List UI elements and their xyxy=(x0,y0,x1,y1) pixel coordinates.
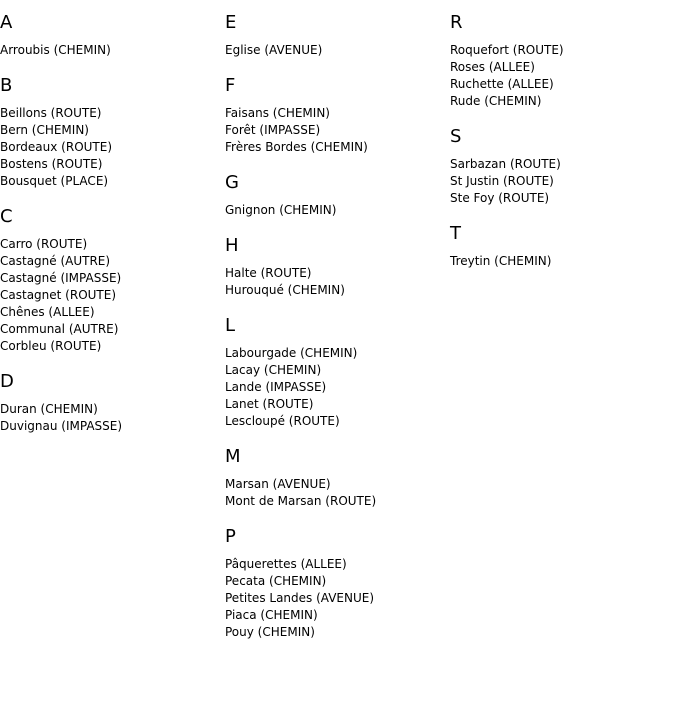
section-letter-heading: T xyxy=(450,223,461,244)
street-link[interactable]: Pouy (CHEMIN) xyxy=(225,625,315,639)
street-link[interactable]: Pecata (CHEMIN) xyxy=(225,574,327,588)
letter-section xyxy=(0,75,220,190)
street-link[interactable]: Ruchette (ALLEE) xyxy=(450,77,554,91)
section-letter-heading: F xyxy=(225,75,236,96)
section-letter-heading: A xyxy=(0,12,13,33)
letter-section xyxy=(450,126,670,207)
section-letter-heading: H xyxy=(225,235,239,256)
street-link[interactable]: Castagné (IMPASSE) xyxy=(0,271,122,285)
letter-section xyxy=(225,75,445,156)
section-letter-heading: C xyxy=(0,206,13,227)
section-letter-heading: R xyxy=(450,12,463,33)
letter-section xyxy=(225,12,445,59)
street-link[interactable]: Chênes (ALLEE) xyxy=(0,305,95,319)
street-link[interactable]: Lescloupé (ROUTE) xyxy=(225,414,340,428)
letter-section xyxy=(450,12,670,110)
street-link[interactable]: Labourgade (CHEMIN) xyxy=(225,346,358,360)
letter-section xyxy=(0,12,220,59)
letter-section xyxy=(450,223,670,270)
street-link[interactable]: Duvignau (IMPASSE) xyxy=(0,419,123,433)
street-link[interactable]: Roquefort (ROUTE) xyxy=(450,43,564,57)
section-letter-heading: M xyxy=(225,446,241,467)
index-column xyxy=(225,12,445,657)
index-column xyxy=(450,12,670,286)
street-link[interactable]: Treytin (CHEMIN) xyxy=(450,254,552,268)
letter-section xyxy=(0,206,220,355)
street-link[interactable]: Lande (IMPASSE) xyxy=(225,380,327,394)
letter-section xyxy=(225,235,445,299)
street-link[interactable]: Ste Foy (ROUTE) xyxy=(450,191,550,205)
letter-section xyxy=(225,526,445,641)
street-link[interactable]: Forêt (IMPASSE) xyxy=(225,123,321,137)
letter-section xyxy=(225,446,445,510)
street-link[interactable]: Bostens (ROUTE) xyxy=(0,157,103,171)
section-letter-heading: B xyxy=(0,75,13,96)
street-link[interactable]: Petites Landes (AVENUE) xyxy=(225,591,375,605)
street-link[interactable]: Mont de Marsan (ROUTE) xyxy=(225,494,377,508)
letter-section xyxy=(225,172,445,219)
street-link[interactable]: Duran (CHEMIN) xyxy=(0,402,98,416)
street-link[interactable]: Eglise (AVENUE) xyxy=(225,43,323,57)
street-link[interactable]: Rude (CHEMIN) xyxy=(450,94,542,108)
letter-section xyxy=(0,371,220,435)
street-link[interactable]: Piaca (CHEMIN) xyxy=(225,608,318,622)
street-link[interactable]: Communal (AUTRE) xyxy=(0,322,119,336)
section-letter-heading: D xyxy=(0,371,14,392)
street-link[interactable]: Roses (ALLEE) xyxy=(450,60,535,74)
letter-section xyxy=(225,315,445,430)
street-link[interactable]: Bordeaux (ROUTE) xyxy=(0,140,113,154)
street-link[interactable]: Bousquet (PLACE) xyxy=(0,174,109,188)
index-column xyxy=(0,12,220,451)
section-letter-heading: S xyxy=(450,126,462,147)
street-link[interactable]: Carro (ROUTE) xyxy=(0,237,88,251)
street-link[interactable]: Bern (CHEMIN) xyxy=(0,123,89,137)
street-link[interactable]: Faisans (CHEMIN) xyxy=(225,106,330,120)
street-link[interactable]: Halte (ROUTE) xyxy=(225,266,312,280)
street-link[interactable]: Arroubis (CHEMIN) xyxy=(0,43,111,57)
section-letter-heading: E xyxy=(225,12,237,33)
street-link[interactable]: Lacay (CHEMIN) xyxy=(225,363,322,377)
street-link[interactable]: Lanet (ROUTE) xyxy=(225,397,314,411)
street-link[interactable]: Frères Bordes (CHEMIN) xyxy=(225,140,368,154)
street-link[interactable]: Gnignon (CHEMIN) xyxy=(225,203,337,217)
street-link[interactable]: Marsan (AVENUE) xyxy=(225,477,331,491)
street-link[interactable]: St Justin (ROUTE) xyxy=(450,174,554,188)
section-letter-heading: P xyxy=(225,526,236,547)
street-link[interactable]: Beillons (ROUTE) xyxy=(0,106,102,120)
section-letter-heading: G xyxy=(225,172,239,193)
section-letter-heading: L xyxy=(225,315,236,336)
street-link[interactable]: Castagné (AUTRE) xyxy=(0,254,111,268)
street-link[interactable]: Hurouqué (CHEMIN) xyxy=(225,283,345,297)
street-link[interactable]: Castagnet (ROUTE) xyxy=(0,288,117,302)
street-link[interactable]: Sarbazan (ROUTE) xyxy=(450,157,561,171)
street-link[interactable]: Corbleu (ROUTE) xyxy=(0,339,102,353)
street-link[interactable]: Pâquerettes (ALLEE) xyxy=(225,557,347,571)
